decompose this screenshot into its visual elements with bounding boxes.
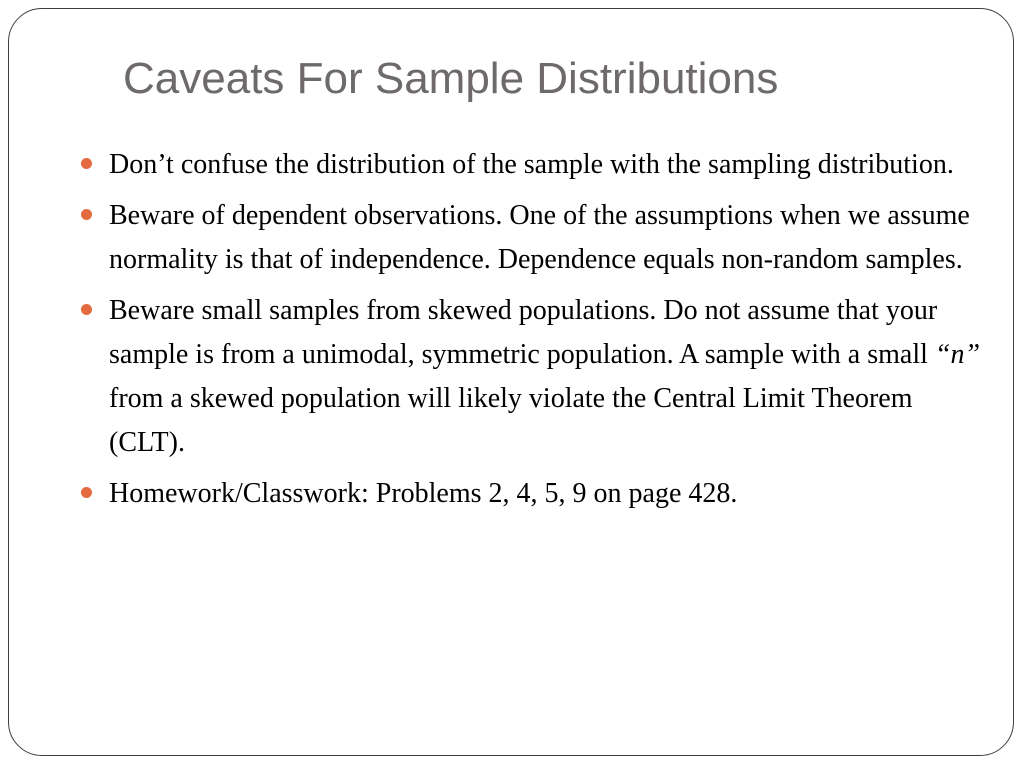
bullet-item-1 bbox=[81, 143, 981, 187]
bullet-text-3-part-2: from a skewed population will likely violate the Central Limit Theorem (CLT). bbox=[109, 383, 913, 458]
bullet-text-1: Don’t confuse the distribution of the sample with the sampling distribution. bbox=[109, 149, 954, 180]
slide-title: Caveats For Sample Distributions bbox=[123, 54, 779, 103]
bullet-list bbox=[81, 143, 981, 523]
bullet-dot-icon bbox=[81, 487, 92, 498]
slide-frame bbox=[8, 8, 1014, 756]
bullet-text-3-italic-n: “n” bbox=[934, 339, 981, 370]
bullet-dot-icon bbox=[81, 304, 92, 315]
bullet-text-3-part-1: Beware small samples from skewed populations. Do not assume that your sample is from a unimodal, symmetric population. A sample with a small bbox=[109, 295, 938, 370]
bullet-dot-icon bbox=[81, 209, 92, 220]
bullet-item-2 bbox=[81, 194, 981, 282]
bullet-text-4: Homework/Classwork: Problems 2, 4, 5, 9 on page 428. bbox=[109, 478, 738, 509]
bullet-text-2: Beware of dependent observations. One of the assumptions when we assume normality is that of independence. Dependence equals non-random samples. bbox=[109, 200, 970, 275]
bullet-dot-icon bbox=[81, 158, 92, 169]
bullet-item-3 bbox=[81, 289, 981, 465]
bullet-item-4 bbox=[81, 472, 981, 516]
